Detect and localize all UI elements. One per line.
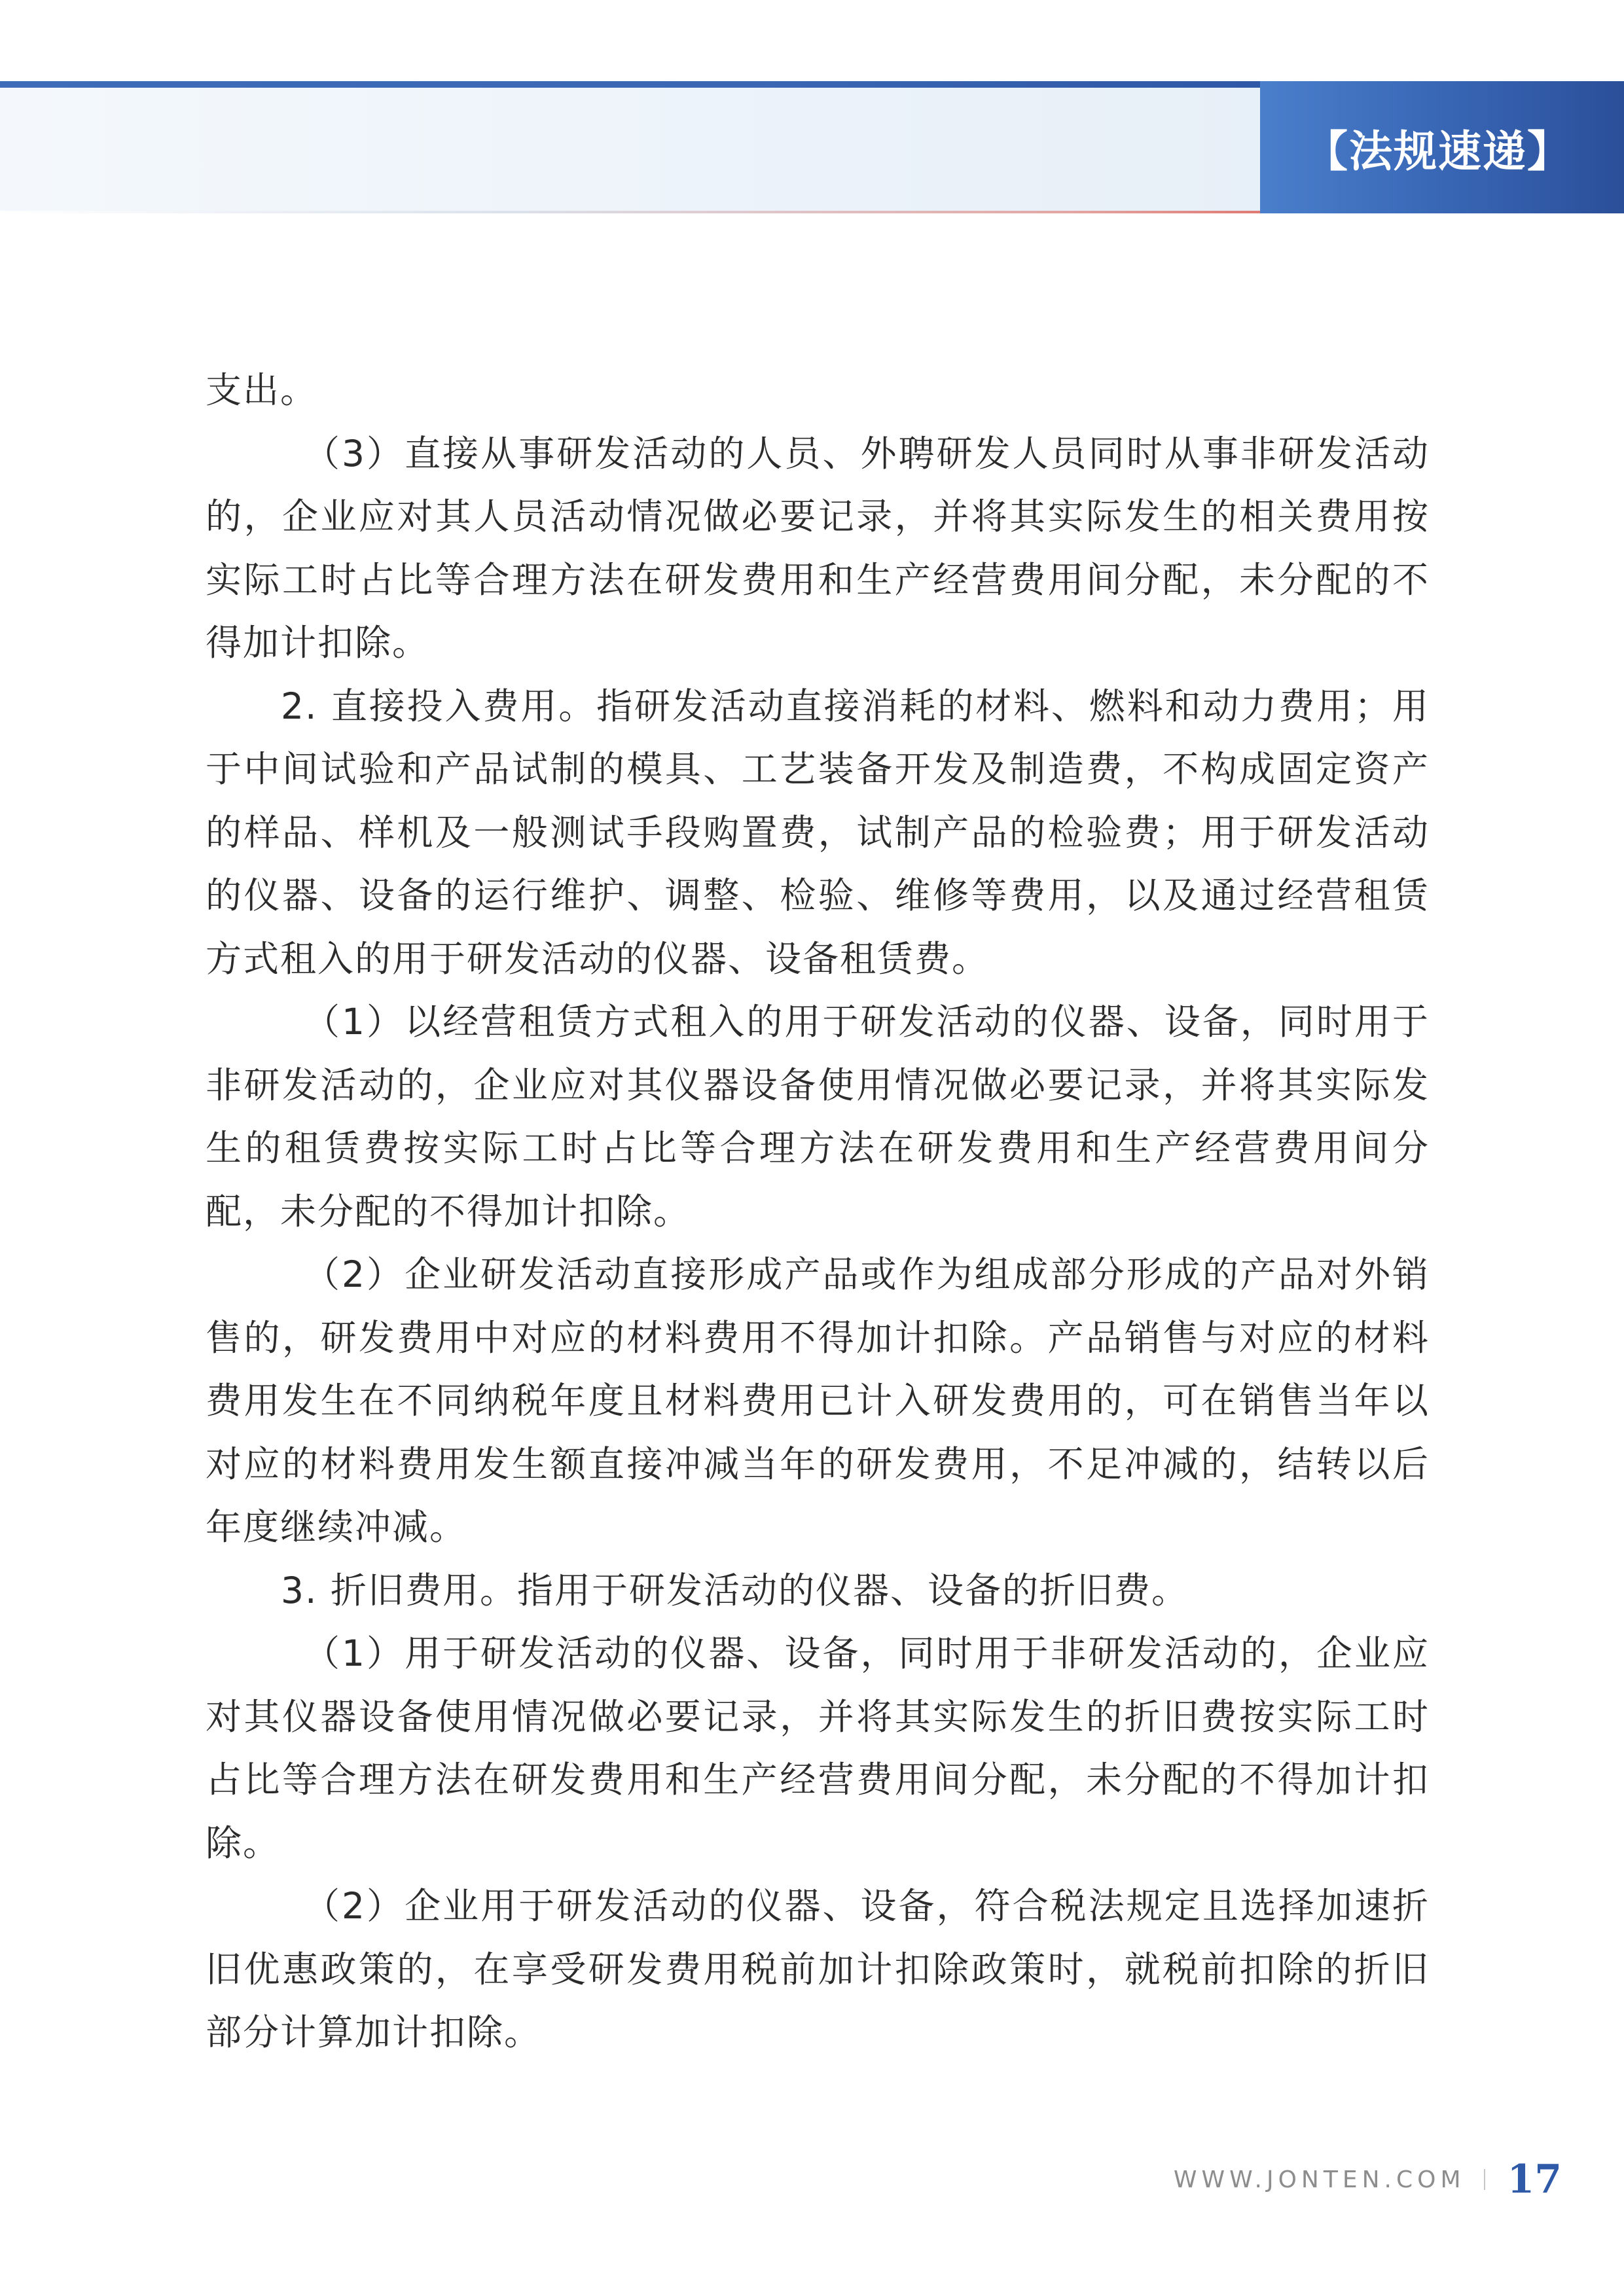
section-tag: [1260, 81, 1624, 213]
paragraph-depreciation-costs: 3. 折旧费用。指用于研发活动的仪器、设备的折旧费。: [281, 1569, 1189, 1611]
page-header: [0, 0, 1624, 216]
header-band: [0, 88, 1260, 211]
paragraph-item-1-leasing: （1）以经营租赁方式租入的用于研发活动的仪器、设备，同时用于非研发活动的，企业应对其仪器设备使用情况做必要记录，并将其实际发生的租赁费按实际工时占比等合理方法在研发费用和生产经营费用间分配，未分配的不得加计扣除。: [206, 1001, 1430, 1232]
website-url: WWW.JONTEN.COM: [1173, 2166, 1466, 2193]
paragraph-direct-input-costs: 2. 直接投入费用。指研发活动直接消耗的材料、燃料和动力费用；用于中间试验和产品试制的模具、工艺装备开发及制造费，不构成固定资产的样品、样机及一般测试手段购置费，试制产品的检验费；用于研发活动的仪器、设备的运行维护、调整、检验、维修等费用，以及通过经营租赁方式租入的用于研发活动的仪器、设备租赁费。: [206, 685, 1430, 980]
header-top-rule: [0, 81, 1260, 88]
paragraph-item-3: （3）直接从事研发活动的人员、外聘研发人员同时从事非研发活动的，企业应对其人员活动情况做必要记录，并将其实际发生的相关费用按实际工时占比等合理方法在研发费用和生产经营费用间分配，未分配的不得加计扣除。: [206, 432, 1430, 664]
section-tag-label: 【法规速递】: [1305, 125, 1572, 177]
article-body: [206, 359, 1430, 2064]
header-bottom-rule: [0, 211, 1260, 213]
footer-divider: [1484, 2169, 1485, 2190]
paragraph-item-2-products: （2）企业研发活动直接形成产品或作为组成部分形成的产品对外销售的，研发费用中对应的材料费用不得加计扣除。产品销售与对应的材料费用发生在不同纳税年度且材料费用已计入研发费用的，可在销售当年以对应的材料费用发生额直接冲减当年的研发费用，不足冲减的，结转以后年度继续冲减。: [206, 1253, 1430, 1548]
page-footer: [1174, 2153, 1562, 2206]
paragraph-item-1-depreciation: （1）用于研发活动的仪器、设备，同时用于非研发活动的，企业应对其仪器设备使用情况做必要记录，并将其实际发生的折旧费按实际工时占比等合理方法在研发费用和生产经营费用间分配，未分配的不得加计扣除。: [206, 1632, 1430, 1864]
page-number: 17: [1507, 2157, 1562, 2202]
paragraph-item-2-accelerated: （2）企业用于研发活动的仪器、设备，符合税法规定且选择加速折旧优惠政策的，在享受研发费用税前加计扣除政策时，就税前扣除的折旧部分计算加计扣除。: [206, 1885, 1430, 2053]
paragraph-continuation: 支出。: [206, 369, 318, 411]
